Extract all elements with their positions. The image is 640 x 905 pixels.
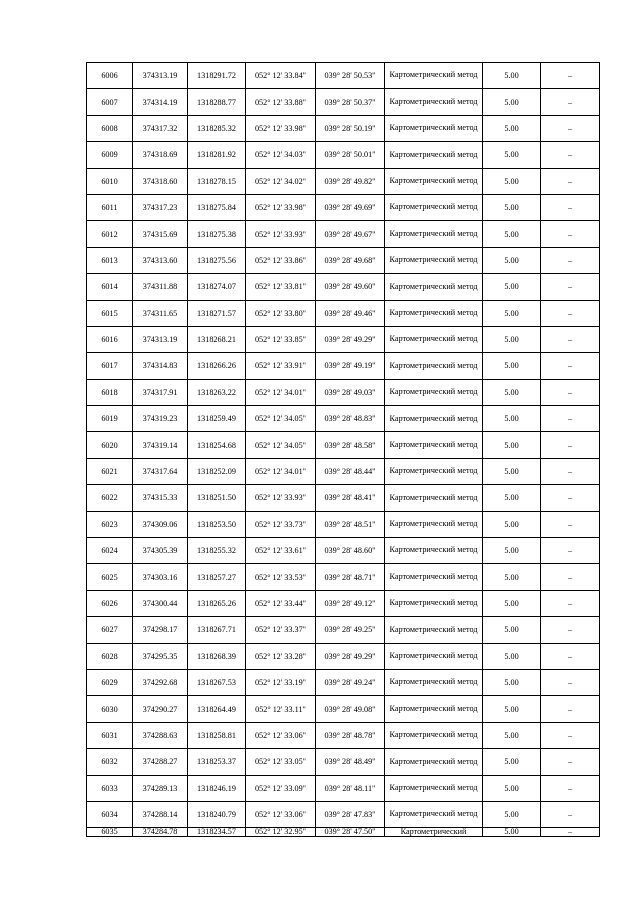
y-coordinate-cell: 1318267.71 [188,617,246,643]
y-coordinate-cell: 1318257.27 [188,564,246,590]
accuracy-cell: 5.00 [483,194,541,220]
table-row [87,194,600,220]
latitude-cell: 052° 12' 33.06" [246,801,316,827]
coordinates-table [86,62,600,837]
longitude-cell: 039° 28' 48.60" [316,538,385,564]
table-row [87,485,600,511]
latitude-cell: 052° 12' 33.84" [246,63,316,89]
longitude-cell: 039° 28' 48.49" [316,749,385,775]
description-cell: – [541,274,600,300]
accuracy-cell: 5.00 [483,89,541,115]
table-row [87,669,600,695]
accuracy-cell: 5.00 [483,300,541,326]
longitude-cell: 039° 28' 49.69" [316,194,385,220]
description-cell: – [541,89,600,115]
y-coordinate-cell: 1318265.26 [188,590,246,616]
point-number-cell: 6025 [87,564,133,590]
method-cell: Картометрический метод [385,221,483,247]
point-number-cell: 6018 [87,379,133,405]
y-coordinate-cell: 1318285.32 [188,115,246,141]
latitude-cell: 052° 12' 34.01" [246,458,316,484]
description-cell: – [541,247,600,273]
table-row [87,617,600,643]
table-row [87,590,600,616]
accuracy-cell: 5.00 [483,669,541,695]
table-row [87,221,600,247]
latitude-cell: 052° 12' 33.19" [246,669,316,695]
accuracy-cell: 5.00 [483,828,541,837]
longitude-cell: 039° 28' 48.83" [316,406,385,432]
accuracy-cell: 5.00 [483,801,541,827]
point-number-cell: 6011 [87,194,133,220]
x-coordinate-cell: 374305.39 [133,538,188,564]
longitude-cell: 039° 28' 47.83" [316,801,385,827]
longitude-cell: 039° 28' 48.11" [316,775,385,801]
description-cell: – [541,722,600,748]
y-coordinate-cell: 1318275.38 [188,221,246,247]
description-cell: – [541,406,600,432]
point-number-cell: 6019 [87,406,133,432]
y-coordinate-cell: 1318246.19 [188,775,246,801]
x-coordinate-cell: 374313.60 [133,247,188,273]
description-cell: – [541,749,600,775]
longitude-cell: 039° 28' 49.24" [316,669,385,695]
table-row [87,749,600,775]
method-cell: Картометрический метод [385,801,483,827]
longitude-cell: 039° 28' 48.71" [316,564,385,590]
method-cell: Картометрический метод [385,590,483,616]
point-number-cell: 6023 [87,511,133,537]
y-coordinate-cell: 1318240.79 [188,801,246,827]
method-cell: Картометрический метод [385,775,483,801]
description-cell: – [541,194,600,220]
y-coordinate-cell: 1318234.57 [188,828,246,837]
y-coordinate-cell: 1318268.39 [188,643,246,669]
accuracy-cell: 5.00 [483,458,541,484]
method-cell: Картометрический метод [385,353,483,379]
description-cell: – [541,326,600,352]
table-row [87,722,600,748]
latitude-cell: 052° 12' 33.91" [246,353,316,379]
longitude-cell: 039° 28' 49.08" [316,696,385,722]
point-number-cell: 6035 [87,828,133,837]
method-cell: Картометрический метод [385,300,483,326]
description-cell: – [541,485,600,511]
x-coordinate-cell: 374315.33 [133,485,188,511]
latitude-cell: 052° 12' 33.61" [246,538,316,564]
y-coordinate-cell: 1318266.26 [188,353,246,379]
x-coordinate-cell: 374317.32 [133,115,188,141]
accuracy-cell: 5.00 [483,274,541,300]
longitude-cell: 039° 28' 49.68" [316,247,385,273]
y-coordinate-cell: 1318264.49 [188,696,246,722]
accuracy-cell: 5.00 [483,511,541,537]
point-number-cell: 6007 [87,89,133,115]
x-coordinate-cell: 374289.13 [133,775,188,801]
point-number-cell: 6034 [87,801,133,827]
latitude-cell: 052° 12' 34.03" [246,142,316,168]
table-row [87,353,600,379]
table-row [87,63,600,89]
table-row [87,115,600,141]
y-coordinate-cell: 1318267.53 [188,669,246,695]
latitude-cell: 052° 12' 32.95" [246,828,316,837]
longitude-cell: 039° 28' 48.41" [316,485,385,511]
method-cell: Картометрический метод [385,115,483,141]
x-coordinate-cell: 374309.06 [133,511,188,537]
point-number-cell: 6010 [87,168,133,194]
longitude-cell: 039° 28' 50.19" [316,115,385,141]
point-number-cell: 6015 [87,300,133,326]
point-number-cell: 6020 [87,432,133,458]
latitude-cell: 052° 12' 33.98" [246,194,316,220]
y-coordinate-cell: 1318263.22 [188,379,246,405]
accuracy-cell: 5.00 [483,326,541,352]
method-cell: Картометрический метод [385,63,483,89]
y-coordinate-cell: 1318271.57 [188,300,246,326]
point-number-cell: 6022 [87,485,133,511]
longitude-cell: 039° 28' 50.53" [316,63,385,89]
point-number-cell: 6031 [87,722,133,748]
table-row [87,406,600,432]
longitude-cell: 039° 28' 49.29" [316,643,385,669]
method-cell: Картометрический метод [385,379,483,405]
method-cell: Картометрический метод [385,617,483,643]
table-row [87,274,600,300]
latitude-cell: 052° 12' 34.01" [246,379,316,405]
accuracy-cell: 5.00 [483,63,541,89]
method-cell: Картометрический метод [385,511,483,537]
method-cell: Картометрический метод [385,142,483,168]
x-coordinate-cell: 374292.68 [133,669,188,695]
point-number-cell: 6032 [87,749,133,775]
description-cell: – [541,511,600,537]
table-row [87,89,600,115]
method-cell: Картометрический метод [385,168,483,194]
table-row [87,142,600,168]
accuracy-cell: 5.00 [483,722,541,748]
latitude-cell: 052° 12' 33.93" [246,221,316,247]
point-number-cell: 6030 [87,696,133,722]
method-cell: Картометрический метод [385,432,483,458]
table-row [87,564,600,590]
description-cell: – [541,696,600,722]
latitude-cell: 052° 12' 33.80" [246,300,316,326]
method-cell: Картометрический метод [385,669,483,695]
x-coordinate-cell: 374319.14 [133,432,188,458]
latitude-cell: 052° 12' 33.81" [246,274,316,300]
point-number-cell: 6009 [87,142,133,168]
latitude-cell: 052° 12' 33.88" [246,89,316,115]
point-number-cell: 6021 [87,458,133,484]
method-cell: Картометрический метод [385,564,483,590]
accuracy-cell: 5.00 [483,775,541,801]
latitude-cell: 052° 12' 33.37" [246,617,316,643]
accuracy-cell: 5.00 [483,406,541,432]
accuracy-cell: 5.00 [483,115,541,141]
method-cell: Картометрический метод [385,406,483,432]
x-coordinate-cell: 374318.60 [133,168,188,194]
description-cell: – [541,590,600,616]
method-cell: Картометрический метод [385,749,483,775]
description-cell: – [541,538,600,564]
description-cell: – [541,168,600,194]
longitude-cell: 039° 28' 48.78" [316,722,385,748]
longitude-cell: 039° 28' 49.67" [316,221,385,247]
x-coordinate-cell: 374314.19 [133,89,188,115]
point-number-cell: 6013 [87,247,133,273]
latitude-cell: 052° 12' 34.02" [246,168,316,194]
description-cell: – [541,801,600,827]
table-row [87,643,600,669]
description-cell: – [541,142,600,168]
latitude-cell: 052° 12' 33.98" [246,115,316,141]
description-cell: – [541,643,600,669]
longitude-cell: 039° 28' 48.44" [316,458,385,484]
point-number-cell: 6026 [87,590,133,616]
method-cell: Картометрический метод [385,274,483,300]
description-cell: – [541,115,600,141]
y-coordinate-cell: 1318288.77 [188,89,246,115]
description-cell: – [541,353,600,379]
method-cell: Картометрический метод [385,458,483,484]
table-row [87,379,600,405]
method-cell: Картометрический метод [385,538,483,564]
x-coordinate-cell: 374315.69 [133,221,188,247]
table-row [87,775,600,801]
point-number-cell: 6024 [87,538,133,564]
y-coordinate-cell: 1318274.07 [188,274,246,300]
method-cell: Картометрический [385,828,483,837]
accuracy-cell: 5.00 [483,168,541,194]
method-cell: Картометрический метод [385,326,483,352]
longitude-cell: 039° 28' 49.60" [316,274,385,300]
method-cell: Картометрический метод [385,696,483,722]
latitude-cell: 052° 12' 33.93" [246,485,316,511]
point-number-cell: 6016 [87,326,133,352]
point-number-cell: 6008 [87,115,133,141]
latitude-cell: 052° 12' 34.05" [246,432,316,458]
description-cell: – [541,564,600,590]
x-coordinate-cell: 374311.88 [133,274,188,300]
accuracy-cell: 5.00 [483,142,541,168]
longitude-cell: 039° 28' 49.25" [316,617,385,643]
point-number-cell: 6028 [87,643,133,669]
longitude-cell: 039° 28' 49.29" [316,326,385,352]
x-coordinate-cell: 374288.63 [133,722,188,748]
point-number-cell: 6017 [87,353,133,379]
table-row [87,300,600,326]
latitude-cell: 052° 12' 33.06" [246,722,316,748]
description-cell: – [541,669,600,695]
description-cell: – [541,63,600,89]
longitude-cell: 039° 28' 49.19" [316,353,385,379]
table-row [87,801,600,827]
x-coordinate-cell: 374313.19 [133,326,188,352]
x-coordinate-cell: 374300.44 [133,590,188,616]
method-cell: Картометрический метод [385,194,483,220]
description-cell: – [541,432,600,458]
description-cell: – [541,458,600,484]
accuracy-cell: 5.00 [483,590,541,616]
x-coordinate-cell: 374284.78 [133,828,188,837]
latitude-cell: 052° 12' 33.53" [246,564,316,590]
table-row [87,538,600,564]
latitude-cell: 052° 12' 33.11" [246,696,316,722]
y-coordinate-cell: 1318251.50 [188,485,246,511]
x-coordinate-cell: 374313.19 [133,63,188,89]
longitude-cell: 039° 28' 50.01" [316,142,385,168]
point-number-cell: 6014 [87,274,133,300]
x-coordinate-cell: 374318.69 [133,142,188,168]
x-coordinate-cell: 374303.16 [133,564,188,590]
latitude-cell: 052° 12' 33.85" [246,326,316,352]
table-row [87,432,600,458]
point-number-cell: 6027 [87,617,133,643]
table-body [87,63,600,837]
x-coordinate-cell: 374314.83 [133,353,188,379]
y-coordinate-cell: 1318253.50 [188,511,246,537]
point-number-cell: 6006 [87,63,133,89]
accuracy-cell: 5.00 [483,564,541,590]
longitude-cell: 039° 28' 47.50" [316,828,385,837]
longitude-cell: 039° 28' 50.37" [316,89,385,115]
accuracy-cell: 5.00 [483,221,541,247]
description-cell: – [541,221,600,247]
table-row [87,326,600,352]
method-cell: Картометрический метод [385,89,483,115]
longitude-cell: 039° 28' 49.12" [316,590,385,616]
table-row [87,828,600,837]
y-coordinate-cell: 1318281.92 [188,142,246,168]
accuracy-cell: 5.00 [483,353,541,379]
method-cell: Картометрический метод [385,247,483,273]
latitude-cell: 052° 12' 33.05" [246,749,316,775]
point-number-cell: 6029 [87,669,133,695]
x-coordinate-cell: 374288.14 [133,801,188,827]
description-cell: – [541,379,600,405]
latitude-cell: 052° 12' 33.09" [246,775,316,801]
description-cell: – [541,828,600,837]
x-coordinate-cell: 374319.23 [133,406,188,432]
y-coordinate-cell: 1318291.72 [188,63,246,89]
y-coordinate-cell: 1318268.21 [188,326,246,352]
latitude-cell: 052° 12' 33.28" [246,643,316,669]
y-coordinate-cell: 1318275.84 [188,194,246,220]
accuracy-cell: 5.00 [483,379,541,405]
longitude-cell: 039° 28' 49.82" [316,168,385,194]
y-coordinate-cell: 1318252.09 [188,458,246,484]
longitude-cell: 039° 28' 49.46" [316,300,385,326]
accuracy-cell: 5.00 [483,485,541,511]
x-coordinate-cell: 374311.65 [133,300,188,326]
table-row [87,168,600,194]
accuracy-cell: 5.00 [483,538,541,564]
y-coordinate-cell: 1318255.32 [188,538,246,564]
y-coordinate-cell: 1318253.37 [188,749,246,775]
description-cell: – [541,775,600,801]
table-row [87,511,600,537]
longitude-cell: 039° 28' 48.51" [316,511,385,537]
x-coordinate-cell: 374317.64 [133,458,188,484]
x-coordinate-cell: 374298.17 [133,617,188,643]
description-cell: – [541,617,600,643]
x-coordinate-cell: 374290.27 [133,696,188,722]
latitude-cell: 052° 12' 33.44" [246,590,316,616]
y-coordinate-cell: 1318254.68 [188,432,246,458]
accuracy-cell: 5.00 [483,643,541,669]
accuracy-cell: 5.00 [483,247,541,273]
table-row [87,247,600,273]
table-row [87,696,600,722]
method-cell: Картометрический метод [385,485,483,511]
description-cell: – [541,300,600,326]
longitude-cell: 039° 28' 48.58" [316,432,385,458]
longitude-cell: 039° 28' 49.03" [316,379,385,405]
point-number-cell: 6033 [87,775,133,801]
x-coordinate-cell: 374288.27 [133,749,188,775]
y-coordinate-cell: 1318259.49 [188,406,246,432]
latitude-cell: 052° 12' 33.86" [246,247,316,273]
accuracy-cell: 5.00 [483,749,541,775]
accuracy-cell: 5.00 [483,617,541,643]
point-number-cell: 6012 [87,221,133,247]
latitude-cell: 052° 12' 34.05" [246,406,316,432]
accuracy-cell: 5.00 [483,432,541,458]
y-coordinate-cell: 1318278.15 [188,168,246,194]
accuracy-cell: 5.00 [483,696,541,722]
x-coordinate-cell: 374317.23 [133,194,188,220]
y-coordinate-cell: 1318258.81 [188,722,246,748]
method-cell: Картометрический метод [385,722,483,748]
x-coordinate-cell: 374295.35 [133,643,188,669]
x-coordinate-cell: 374317.91 [133,379,188,405]
table-row [87,458,600,484]
y-coordinate-cell: 1318275.56 [188,247,246,273]
latitude-cell: 052° 12' 33.73" [246,511,316,537]
method-cell: Картометрический метод [385,643,483,669]
